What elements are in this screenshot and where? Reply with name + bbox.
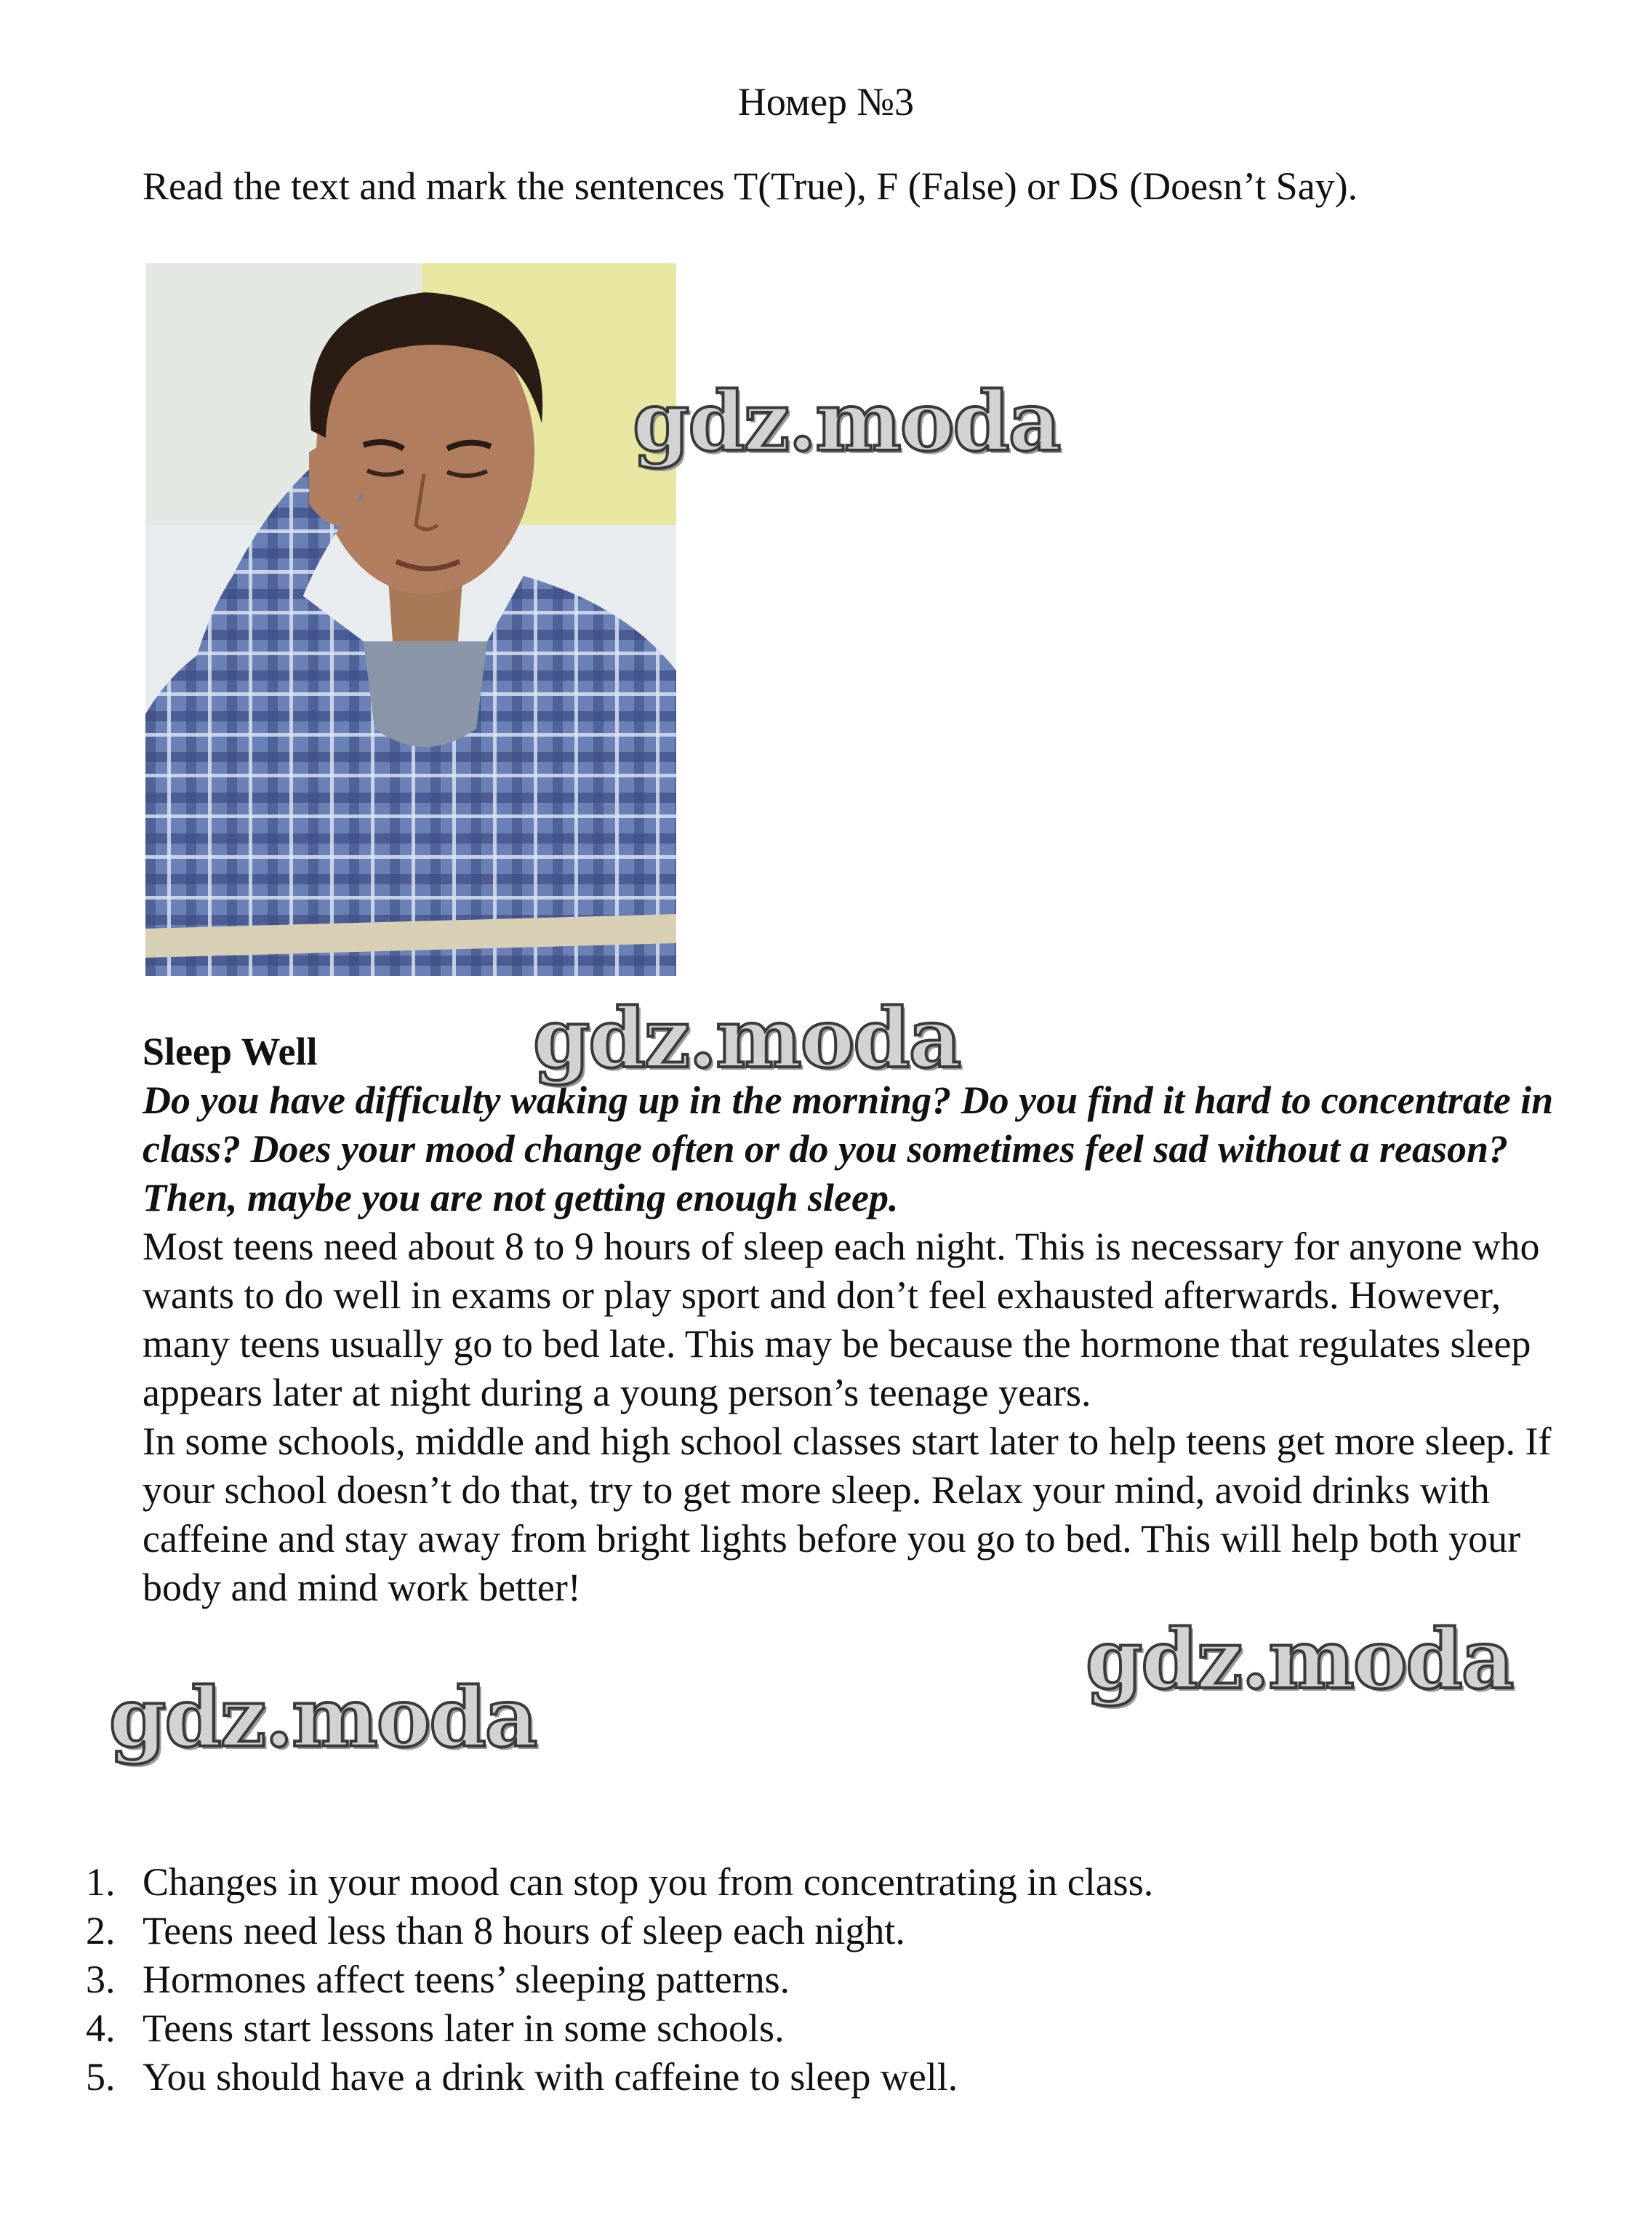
question-list <box>86 1858 1576 2102</box>
question-text: Teens need less than 8 hours of sleep each night. <box>143 1909 905 1952</box>
article-paragraph: In some schools, middle and high school classes start later to help teens get more sleep. If your school doesn’t do that, try to get more sleep. Relax your mind, avoid drinks with caffeine and stay away from bright lights before you go to bed. This will help both your body and mind work better! <box>143 1419 1552 1609</box>
list-item <box>86 1955 1576 2004</box>
question-text: Teens start lessons later in some schools. <box>143 2006 785 2050</box>
watermark-logo: gdz.moda <box>533 991 961 1086</box>
watermark-logo: gdz.moda <box>1086 1612 1513 1707</box>
question-text: Hormones affect teens’ sleeping patterns. <box>143 1958 790 2001</box>
article-title: Sleep Well <box>143 1030 318 1073</box>
page-title: Номер №3 <box>737 80 915 124</box>
list-item <box>86 2053 1576 2102</box>
watermark-logo: gdz.moda <box>633 374 1060 470</box>
question-text: You should have a drink with caffeine to sleep well. <box>143 2055 958 2099</box>
article-paragraph: Most teens need about 8 to 9 hours of sleep each night. This is necessary for anyone who wants to do well in exams or play sport and don’t feel exhausted afterwards. However, many teens usually go to bed late. This may be because the hormone that regulates sleep appears later at night during a young person’s teenage years. <box>143 1225 1540 1414</box>
watermark-logo: gdz.moda <box>109 1670 537 1766</box>
question-number: 5. <box>86 2055 116 2099</box>
list-item <box>86 2004 1576 2053</box>
question-number: 2. <box>86 1909 116 1952</box>
article-intro: Do you have difficulty waking up in the morning? Do you find it hard to concentrate in class? Does your mood change often or do you sometimes feel sad without a reason? Then, maybe you are not getting enough sleep. <box>143 1078 1554 1219</box>
article-body <box>143 1222 1582 1612</box>
question-number: 3. <box>86 1958 116 2001</box>
photo-sleepy-teen <box>145 263 676 976</box>
exercise-instruction: Read the text and mark the sentences T(True), F (False) or DS (Doesn’t Say). <box>143 164 1358 208</box>
question-number: 4. <box>86 2006 116 2050</box>
question-number: 1. <box>86 1860 116 1904</box>
list-item <box>86 1907 1576 1955</box>
question-text: Changes in your mood can stop you from concentrating in class. <box>143 1860 1154 1904</box>
list-item <box>86 1858 1576 1907</box>
